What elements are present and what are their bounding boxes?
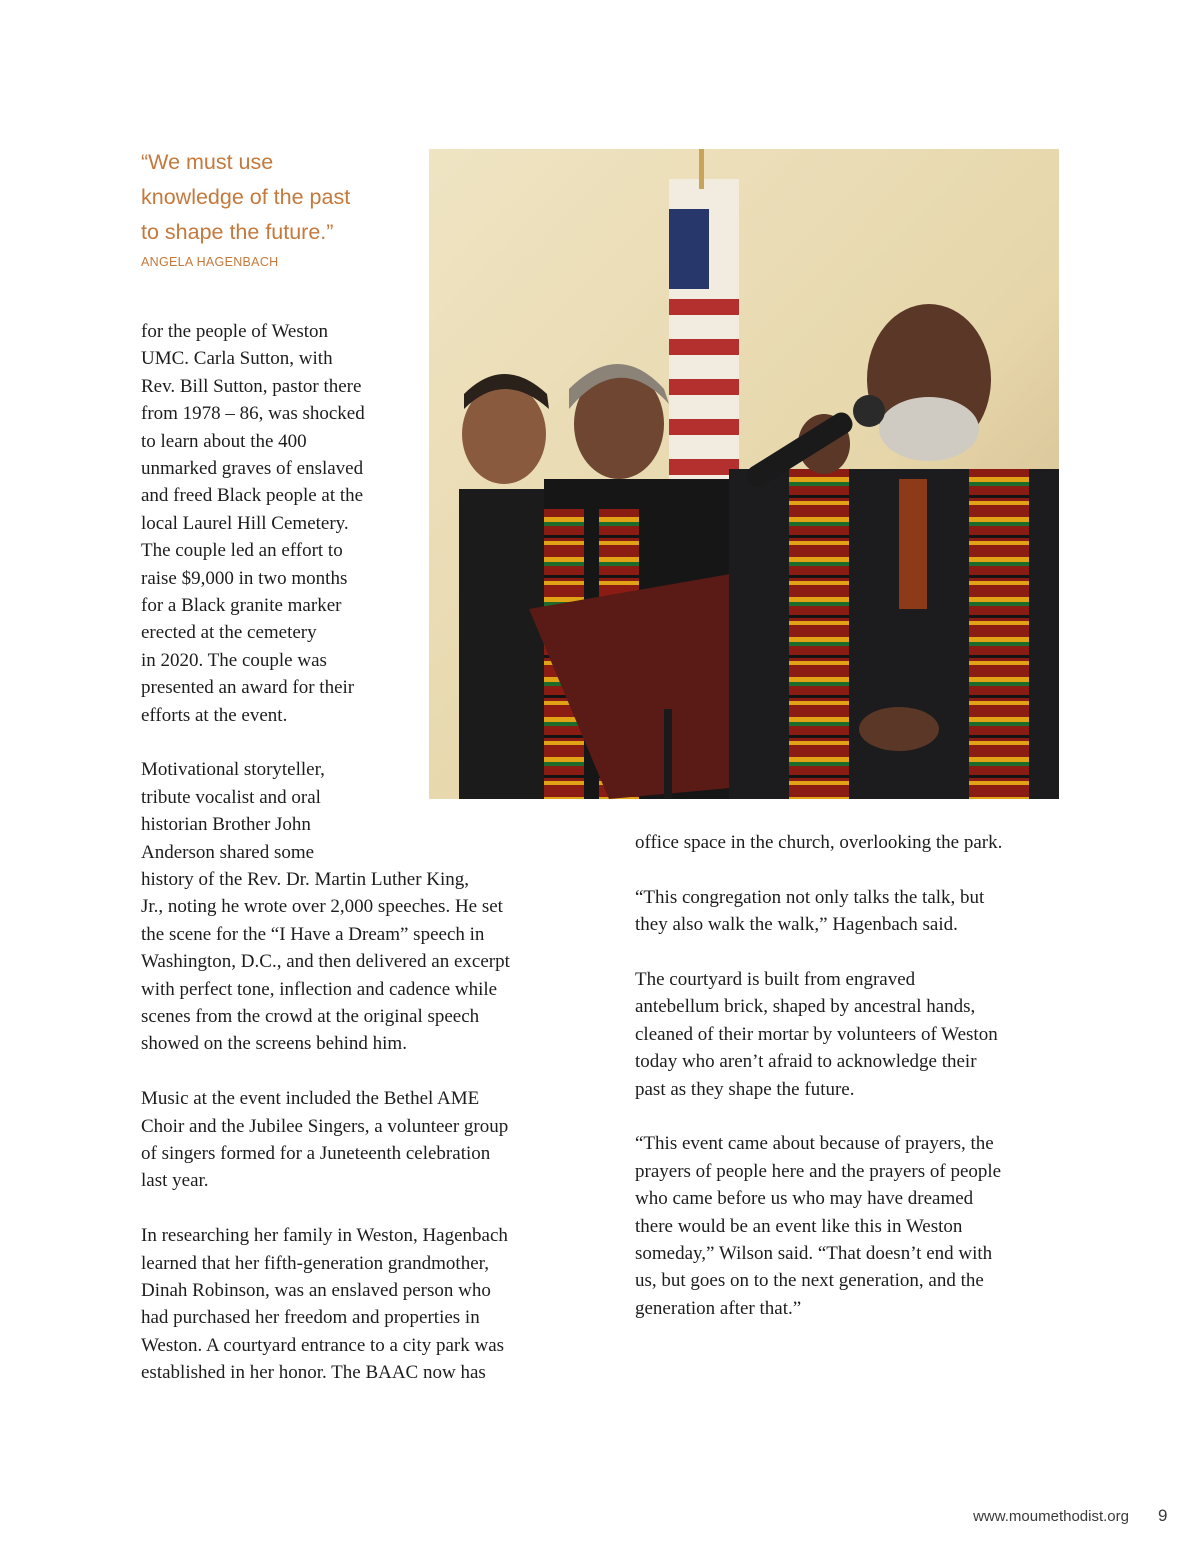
- pull-quote-attribution: ANGELA HAGENBACH: [141, 255, 279, 269]
- footer-website-link[interactable]: www.moumethodist.org: [973, 1508, 1129, 1525]
- pull-quote-line: knowledge of the past: [141, 185, 351, 209]
- choir-singers-photo: [429, 149, 1059, 799]
- article-paragraph: In researching her family in Weston, Hagenbach learned that her fifth-generation grandmother, Dinah Robinson, was an enslaved person who had purchased her freedom and properties in Weston. A courtyard entrance to a city park was established in her honor. The BAAC now has: [141, 1225, 508, 1384]
- article-paragraph: Music at the event included the Bethel AME Choir and the Jubilee Singers, a volunteer group of singers formed for a Juneteenth celebration last year.: [141, 1088, 509, 1192]
- article-paragraph: The courtyard is built from engraved antebellum brick, shaped by ancestral hands, cleaned of their mortar by volunteers of Weston today who aren’t afraid to acknowledge their past as they shape the future.: [635, 969, 998, 1100]
- pull-quote-text: [141, 145, 411, 250]
- pull-quote-line: “We must use: [141, 150, 274, 174]
- article-paragraph: history of the Rev. Dr. Martin Luther King, Jr., noting he wrote over 2,000 speeches. He set the scene for the “I Have a Dream” speech in Washington, D.C., and then delivered an excerpt with perfect tone, inflection and cadence while scenes from the crowd at the original speech showed on the screens behind him.: [141, 869, 510, 1055]
- article-column-left-top: [141, 318, 431, 866]
- article-paragraph: Motivational storyteller, tribute vocalist and oral historian Brother John Anderson shared some: [141, 759, 325, 863]
- article-paragraph: for the people of Weston UMC. Carla Sutton, with Rev. Bill Sutton, pastor there from 1978 – 86, was shocked to learn about the 400 unmarked graves of enslaved and freed Black people at the local Laurel Hill Cemetery. The couple led an effort to raise $9,000 in two months for a Black granite marker erected at the cemetery in 2020. The couple was presented an award for their efforts at the event.: [141, 321, 365, 726]
- article-column-right: [635, 829, 1075, 1322]
- article-paragraph: “This event came about because of prayers, the prayers of people here and the prayers of people who came before us who may have dreamed there would be an event like this in Weston someday,” Wilson said. “That doesn’t end with us, but goes on to the next generation, and the generation after that.”: [635, 1133, 1002, 1319]
- page-number: 9: [1158, 1506, 1168, 1525]
- pull-quote-line: to shape the future.”: [141, 220, 334, 244]
- article-paragraph: “This congregation not only talks the talk, but they also walk the walk,” Hagenbach said.: [635, 886, 985, 936]
- article-paragraph: office space in the church, overlooking the park.: [635, 832, 1003, 853]
- article-column-left-bottom: [141, 866, 581, 1387]
